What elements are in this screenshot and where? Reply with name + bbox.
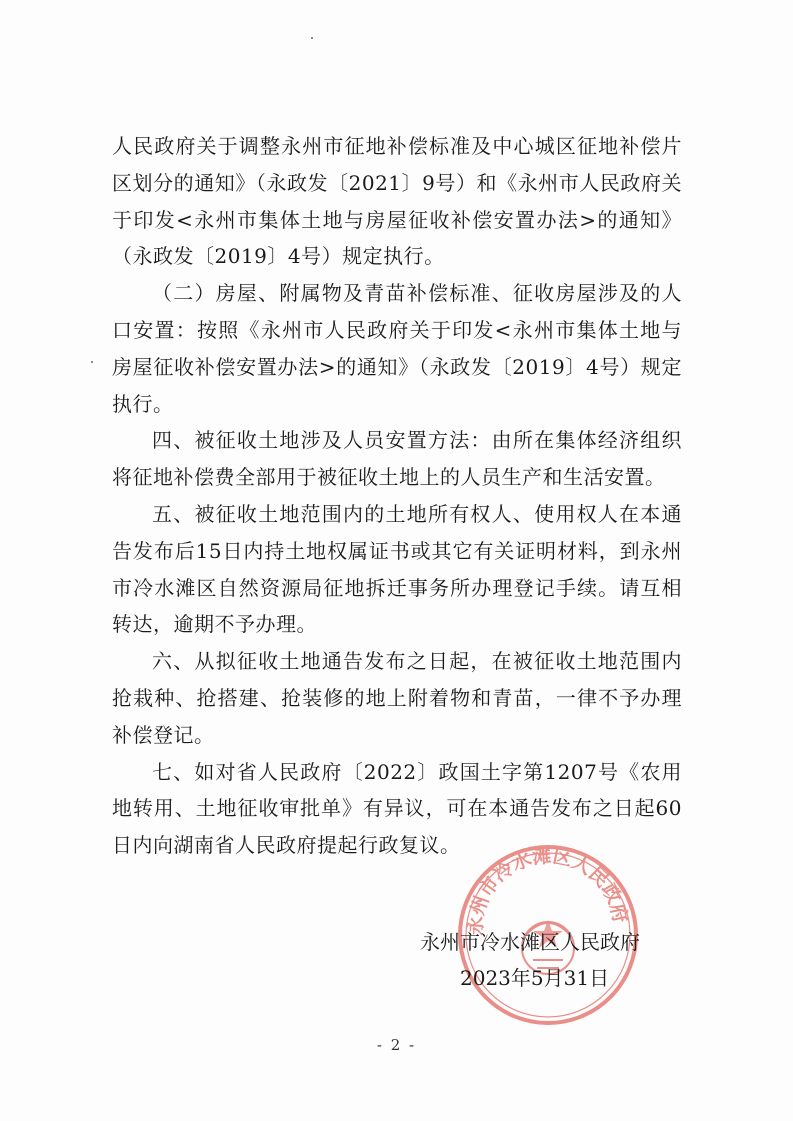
paragraph-resettlement: 四、被征收土地涉及人员安置方法：由所在集体经济组织将征地补偿费全部用于被征收土地上的人员生产和生活安置。: [112, 428, 682, 490]
signature-block: [420, 924, 680, 996]
paragraph-continuation: 人民政府关于调整永州市征地补偿标准及中心城区征地补偿片区划分的通知》（永政发〔2021〕9号）和《永州市人民政府关于印发<永州市集体土地与房屋征收补偿安置办法>的通知》（永政发〔2019〕4号）规定执行。: [112, 134, 682, 269]
page-number: - 2 -: [376, 1036, 417, 1054]
document-body: [112, 128, 682, 864]
paragraph-house-compensation: （二）房屋、附属物及青苗补偿标准、征收房屋涉及的人口安置：按照《永州市人民政府关于印发<永州市集体土地与房屋征收补偿安置办法>的通知》（永政发〔2019〕4号）规定执行。: [112, 281, 682, 416]
paragraph-prohibition: 六、从拟征收土地通告发布之日起，在被征收土地范围内抢栽种、抢搭建、抢装修的地上附着物和青苗，一律不予办理补偿登记。: [112, 649, 682, 747]
paragraph-appeal: 七、如对省人民政府〔2022〕政国土字第1207号《农用地转用、土地征收审批单》有异议，可在本通告发布之日起60日内向湖南省人民政府提起行政复议。: [112, 759, 682, 858]
paragraph-registration: 五、被征收土地范围内的土地所有权人、使用权人在本通告发布后15日内持土地权属证书或其它有关证明材料，到永州市冷水滩区自然资源局征地拆迁事务所办理登记手续。请互相转达，逾期不予办理。: [112, 501, 682, 637]
seal-text: 永州市冷水滩区人民政府: [464, 845, 632, 936]
issue-date: 2023年5月31日: [460, 966, 610, 990]
issuing-organization: 永州市冷水滩区人民政府: [420, 930, 640, 954]
scan-speck: [91, 361, 93, 363]
scan-speck: [311, 37, 313, 39]
